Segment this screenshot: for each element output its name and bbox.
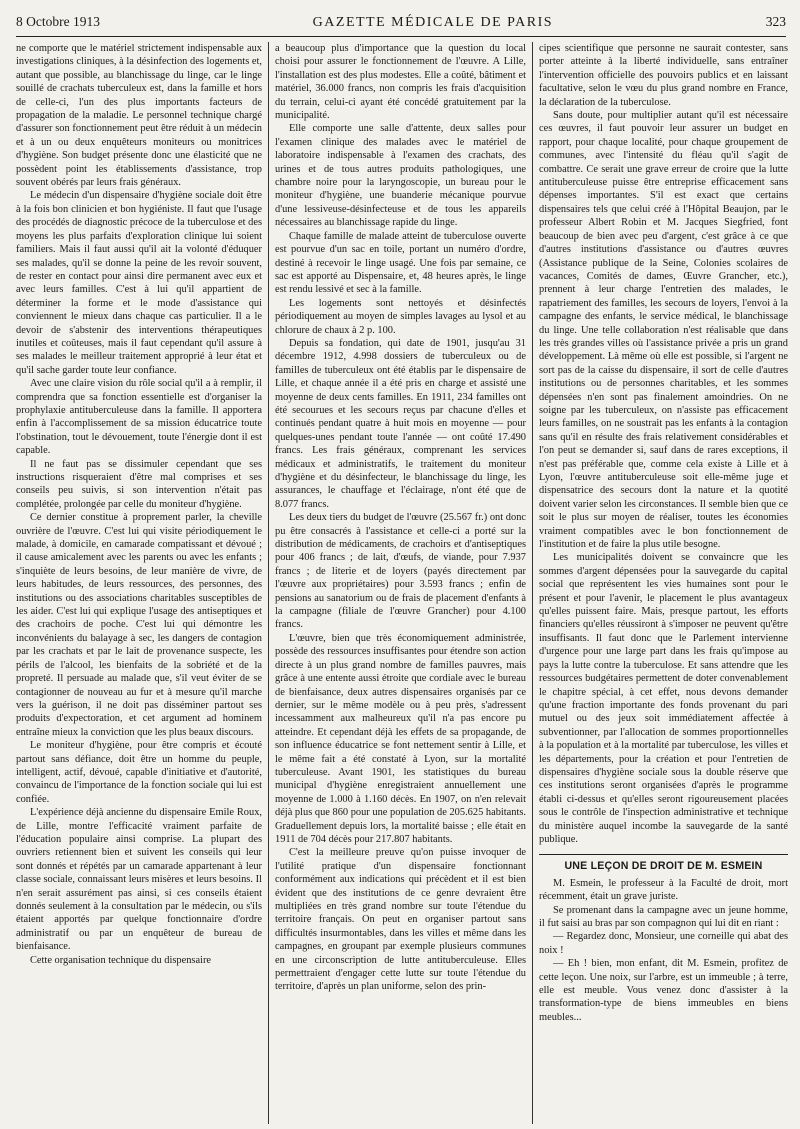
paragraph: Sans doute, pour multiplier autant qu'il est nécessaire ces œuvres, il faut pouvoir leur assurer un budget en rapport, pour chaque localité, pour chaque groupement de communes, avec l'intensité du fléau qu'il s'agit de combattre. Ce serait une grave erreur de croire que la lutte antituberculeuse puisse être entreprise efficacement sans dépenses importantes. S'il est exact que certains dispensaires tels que celui créé à l'Hôpital Beaujon, par le professeur Albert Robin et M. Jacques Siegfried, font beaucoup de bien avec peu d'argent, c'est grâce à ce que d'autres institutions d'assistance ou d'autres œuvres (Assistance publique de la Seine, Colonies scolaires de vacances, Comités de dames, Œuvre Grancher, etc.), prennent à leur charge l'entretien des malades, le rapatriement des familles, les secours de loyers, l'envoi à la campagne des enfants, le service médical, le blanchissage du linge. Une telle collaboration n'est réalisable que dans les très grandes villes où l'assistance privée a pris un grand développement. Là même où elle est possible, si l'argent ne sort pas de la caisse du dispensaire, il sort de celle d'autres institutions ou de personnes charitables, et les sommes dépensées n'en sont pas finalement amoindries. On ne soigne par les tuberculeux, on n'assiste pas efficacement leurs familles, on ne soustrait pas les enfants à la contagion sans qu'il en résulte des frais relativement considérables et l'on peut se demander si, sauf dans de rares exceptions, il n'est pas préférable que, comme cela existe à Lille et à Lyon, l'œuvre antituberculeuse soit elle-même juge et dispensatrice des secours dont la nature et la quotité doivent varier selon les circonstances. Il semble bien que ce soit le plus sur moyen de réaliser, toutes les économies vraiment compatibles avec le bon fonctionnement de l'institution et de faire la plus utile besogne.	[539, 110, 788, 551]
column-3	[532, 42, 788, 1124]
paragraph: Ce dernier constitue à proprement parler, la cheville ouvrière de l'œuvre. C'est lui qui visite périodiquement le malade, à domicile, en camarade compatissant et dévoué ; il cause amicalement avec les parents ou avec les enfants ; s'inquiète de leurs besoins, de leur manière de vivre, de leurs habitudes, de leurs ressources, des personnes, des institutions ou des associations charitables susceptibles de les aider. C'est lui qui explique l'usage des antiseptiques et des crachoirs de poche. C'est lui qui démontre les inconvénients du balayage à sec, les dangers de contagion par les crachats et par le lait de provenance suspecte, les périls de l'alcool, les bienfaits de la sobriété et de la propreté. Il persuade au malade que, s'il veut éviter de se contagionner de nouveau au fur et à mesure qu'il marche vers la guérison, il ne doit pas disséminer partout ses produits d'expectoration, et cet argument ad hominem entraîne mieux la conviction que les plus beaux discours.	[16, 512, 262, 738]
section-heading: UNE LEÇON DE DROIT DE M. ESMEIN	[539, 854, 788, 873]
page-header	[16, 14, 786, 36]
paragraph: L'œuvre, bien que très économiquement administrée, possède des ressources insuffisantes pour étendre son action directe à un plus grand nombre de familles pauvres, mais grâce à une entente aussi étroite que cordiale avec le bureau de bienfaisance, deux autres dispensaires organisés par ce dernier, sur le même modèle ou à peu près, s'adressent incessamment aux malheureux qu'il n'a pas encore pu atteindre. Et cependant déjà les effets de sa propagande, de son influence éducatrice se font nettement sentir à Lille, et le même fait a été constaté à Lyon, sur la mortalité tuberculeuse. Avant 1901, les statistiques du bureau municipal d'hygiène enregistraient annuellement une moyenne de 1.000 à 1.160 décès. En 1907, on n'en relevait déjà plus que 860 pour une population de 205.625 habitants. Graduellement depuis lors, la mortalité baisse ; elle était en 1911 de 704 décès pour 217.807 habitants.	[275, 632, 526, 845]
paragraph: ne comporte que le matériel strictement indispensable aux investigations cliniques, à la désinfection des logements et, autant que possible, au blanchissage du linge, car le linge souillé de crachats tuberculeux est, dans la famille et hors de celle-ci, l'un des plus importants facteurs de propagation de la maladie. Le personnel technique chargé d'assurer son fonctionnement peut être réduit à un médecin et à un ou deux enquêteurs moniteurs ou monitrices d'hygiène. Son budget présente donc une élasticité que ne possèdent point les établissements d'assistance, trop souvent obérés par leurs frais généraux.	[16, 43, 262, 189]
column-1	[16, 42, 262, 1124]
paragraph: Les municipalités doivent se convaincre que les sommes d'argent dépensées pour la sauvegarde du capital social que représentent les vies humaines sont pour le présent et pour l'avenir, le placement le plus avantageux qu'elles puissent faire. Mais, presque partout, les efforts financiers qu'elles réussiront à s'imposer ne peuvent qu'être insuffisants. Il faut donc que le Parlement intervienne d'urgence pour une large part dans les frais qu'impose au pays la lutte contre la tuberculose. Et sans attendre que les ressources budgétaires permettent de doter convenablement le chapitre spécial, à cet effet, nous devons demander qu'une fraction importante des fonds provenant du pari mutuel ou des jeux soit immédiatement affectée à subventionner, par l'allocation de sommes proportionnelles à la population et à la mortalité par tuberculose, les villes et les départements, pour la création et pour l'entretien de dispensaires d'hygiène sociale sous la double réserve que ces institutions seront organisées d'après le programme établi ci-dessus et qu'elles seront rigoureusement placées sous le contrôle de l'inspection administrative et technique du ministère auquel incombe la sauvegarde de la santé publique.	[539, 552, 788, 845]
paragraph: Le médecin d'un dispensaire d'hygiène sociale doit être à la fois bon clinicien et bon hygiéniste. Il faut que l'usage des procédés de diagnostic précoce de la tuberculose et des moyens les plus parfaits d'exploration clinique lui soient familiers. Mais il faut aussi qu'il ait la volonté d'éduquer ses malades, qu'il se donne la peine de les revoir souvent, de rester en contact pour ainsi dire permanent avec eux et avec leurs familles. C'est à lui qu'il appartient de déterminer la forme et le mode d'assistance qui conviennent le mieux dans chaque cas particulier. Il a le devoir de s'abstenir des interventions thérapeutiques inutiles et coûteuses, mais il faut cependant qu'il assure à ses malades le meilleur traitement approprié à leur état et qu'il sache garder toute leur confiance.	[16, 190, 262, 376]
paragraph: Depuis sa fondation, qui date de 1901, jusqu'au 31 décembre 1912, 4.998 dossiers de tuberculeux ou de familles de tuberculeux ont été établis par le dispensaire de Lille, et chaque année il a été pris en charge et assisté une moyenne de deux cents familles. En 1911, 234 familles ont été secourues et les secours reçus par chacune d'elles et continués pendant quatre à huit mois en moyenne — pour quelques-unes pendant toute l'année — ont coûté 17.490 francs. Les frais généraux, comprenant les services médicaux et administratifs, le traitement du moniteur d'hygiène et du désinfecteur, le blanchissage du linge, les assurances, le chauffage et l'éclairage, n'ont été que de 8.077 francs.	[275, 337, 526, 510]
paragraph: Avec une claire vision du rôle social qu'il a à remplir, il comprendra que sa fonction essentielle est d'organiser la prophylaxie antituberculeuse dans la famille. Il apportera enfin à l'accomplissement de sa mission éducatrice toute l'obstination, tout le dévouement, toute l'énergie dont il est capable.	[16, 378, 262, 457]
issue-date: 8 Octobre 1913	[16, 14, 100, 29]
paragraph: Les deux tiers du budget de l'œuvre (25.567 fr.) ont donc pu être consacrés à l'assistance et celle-ci a porté sur la distribution de médicaments, de crachoirs et d'antiseptiques pour 406 francs ; de lait, d'œufs, de viande, pour 7.937 francs ; de literie et de loyers (payés directement par l'œuvre aux propriétaires) pour 3.593 francs ; enfin de pensions au sanatorium ou de frais de placement d'enfants à la campagne (filiale de l'œuvre Grancher) pour 4.100 francs.	[275, 512, 526, 631]
page-number: 323	[765, 14, 786, 29]
anecdote-paragraph: Se promenant dans la campagne avec un jeune homme, il fut saisi au bras par son compagnon qui lui dit en riant :	[539, 904, 788, 929]
anecdote-paragraph: M. Esmein, le professeur à la Faculté de droit, mort récemment, était un grave juriste.	[539, 877, 788, 903]
text-columns	[16, 42, 788, 1124]
paragraph: C'est la meilleure preuve qu'on puisse invoquer de l'utilité pratique d'un dispensaire fonctionnant conformément aux indications qui précèdent et il est bien évident que des institutions de ce genre devraient être multipliées en très grand nombre sur toute l'étendue du territoire français. On peut en organiser partout sans difficultés insurmontables, dans les villes et même dans les campagnes, en groupant par exemple plusieurs communes en une circonscription de lutte antituberculeuse. Elles permettraient d'engager cette lutte sur toute l'étendue du territoire, d'après un plan uniforme, selon des prin-	[275, 847, 526, 993]
paragraph: Cette organisation technique du dispensaire	[30, 954, 212, 966]
paragraph: Le moniteur d'hygiène, pour être compris et écouté partout sans défiance, doit être un homme du peuple, intelligent, actif, dévoué, capable d'initiative et d'autorité, convaincu de l'importance de la fonction sociale qui lui est confiée.	[16, 740, 262, 805]
paragraph: cipes scientifique que personne ne saurait contester, sans porter atteinte à la liberté individuelle, sans entraîner l'intervention officielle des pouvoirs publics et en laissant facultative, selon le vœu du plus grand nombre en France, la déclaration de la tuberculose.	[539, 43, 788, 108]
paragraph: a beaucoup plus d'importance que la question du local choisi pour assurer le fonctionnement de l'œuvre. A Lille, l'installation est des plus modestes. Elle a coûté, bâtiment et matériel, 36.000 francs, non compris les frais d'acquisition du terrain, celui-ci ayant été concédé gratuitement par la municipalité.	[275, 43, 526, 122]
header-rule	[16, 36, 786, 37]
paragraph: Il ne faut pas se dissimuler cependant que ses instructions risqueraient d'être mal comprises et ses conseils peu suivis, si son intervention n'était pas complétée, prolongée par celle du moniteur d'hygiène.	[16, 458, 262, 510]
column-2	[268, 42, 526, 1124]
paragraph: Elle comporte une salle d'attente, deux salles pour l'examen clinique des malades avec le matériel de laboratoire indispensable à l'examen des crachats, des urines et de tous autres produits pathologiques, une chambre noire pour la laryngoscopie, un bureau pour le moniteur d'hygiène, une buanderie mécanique pourvue d'une lessiveuse-désinfecteuse et de tous les appareils nécessaires au blanchissage rapide du linge.	[275, 123, 526, 229]
paragraph: Chaque famille de malade atteint de tuberculose ouverte est pourvue d'un sac en toile, portant un numéro d'ordre, destiné à recevoir le linge usagé. Une fois par semaine, ce sac est apporté au Dispensaire, et, 48 heures après, le linge est rendu lessivé et sec à la famille.	[275, 230, 526, 296]
paragraph: Les logements sont nettoyés et désinfectés périodiquement au moyen de simples lavages au lysol et au chlorure de chaux à 2 p. 100.	[275, 297, 526, 336]
anecdote-paragraph: — Eh ! bien, mon enfant, dit M. Esmein, profitez de cette leçon. Une noix, sur l'arbre, est un immeuble ; à terre, elle est meuble. Vous venez donc d'assister à la transformation-type de biens immeubles en biens meubles...	[539, 958, 788, 1023]
anecdote-paragraph: — Regardez donc, Monsieur, une corneille qui abat des noix !	[539, 931, 788, 956]
publication-title: GAZETTE MÉDICALE DE PARIS	[312, 15, 554, 30]
paragraph: L'expérience déjà ancienne du dispensaire Emile Roux, de Lille, montre l'efficacité vraiment parfaite de l'éducation populaire ainsi comprise. La plupart des ouvriers retiennent bien et suivent les conseils qui leur sont donnés et répétés par un camarade appartenant à leur classe sociale, connaissant leurs misères et leurs besoins. Il n'en serait assurément pas ainsi, si ces conseils étaient donnés seulement à la consultation par le médecin, ou s'ils étaient apportés par quelque fonctionnaire d'ordre administratif ou par un enquêteur de bureau de bienfaisance.	[16, 807, 262, 953]
